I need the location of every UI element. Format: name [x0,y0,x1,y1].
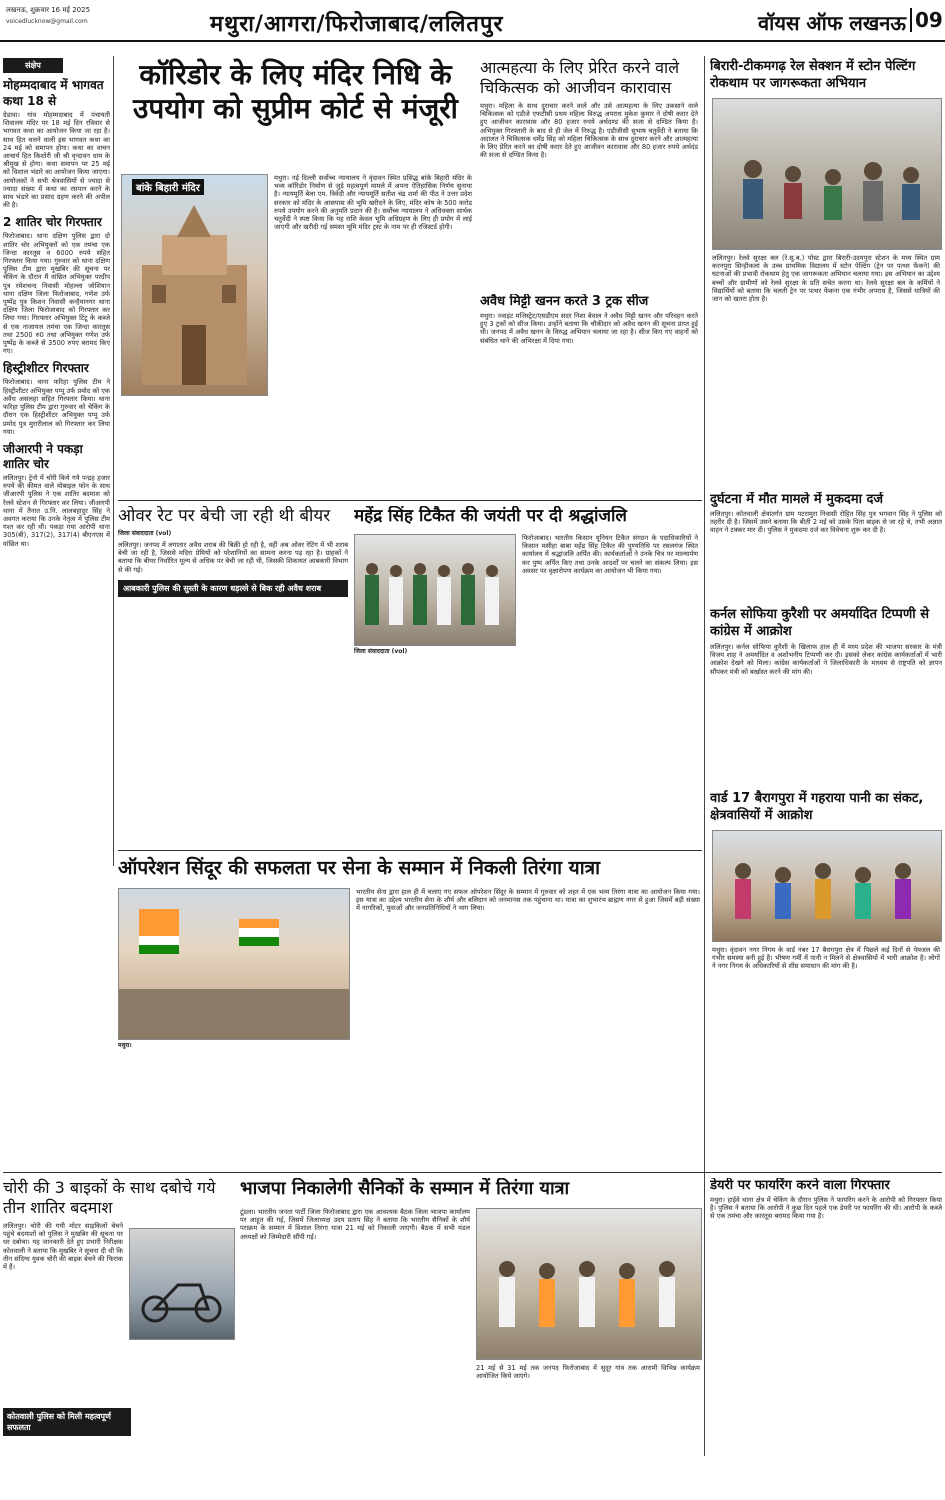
beer-byline: जिला संवाददाता (vol) [118,530,172,537]
sofia-story [710,606,942,784]
sand-headline: अवैध मिट्टी खनन करते 3 ट्रक सीज [480,294,649,309]
temple-icon [122,175,267,395]
theft-body: ललितपुर। चोरी की गयी मोटर साइकिलों बेचने पहुंचे बदमाशों को पुलिस ने मुखबिर की सूचना पर धर दबोचा। यह जानकारी देते हुए प्रभारी निरीक्षक कोतवाली ने बताया कि मुखबिर ने सूचना दी थी कि तीन संदिग्ध युवक चोरी की बाइक बेचने की फिराक में हैं। [3,1222,123,1272]
suicide-story [480,58,698,288]
lead-body: मथुरा। नई दिल्ली सर्वोच्च न्यायालय ने वृंदावन स्थित प्रसिद्ध बांके बिहारी मंदिर के भव्य कॉरिडोर निर्माण से जुड़े महत्वपूर्ण मामले में अपना ऐतिहासिक निर्णय सुनाया है। न्यायमूर्ति बेला एम. त्रिवेदी और न्यायमूर्ति सतीश चंद्र शर्मा की पीठ ने उत्तर प्रदेश सरकार को मंदिर के आसपास की भूमि खरीदने के लिए, मंदिर कोष के 500 करोड़ रुपये उपयोग करने की अनुमति प्रदान की है। सर्वोच्च न्यायालय ने अधिवक्ता सार्थक चतुर्वेदी ने स्पष्ट किया कि यह राशि केवल भूमि अधिग्रहण के लिए ही प्रयोग में लाई जाएगी और खरीदी गई समस्त भूमि मंदिर ट्रस्ट के नाम पर ही रजिस्टर्ड होगी। [274,174,472,232]
bjp-photo [476,1208,702,1360]
mid-rule-2 [118,850,702,851]
mid-rule-3 [3,1172,942,1173]
bike-icon [130,1229,234,1339]
beer-pull-quote: आबकारी पुलिस की सुस्ती के कारण धड़ल्ले से बिक रही अवैध शराब [118,580,348,597]
theft-story [3,1178,235,1494]
mid-rule-1 [118,500,702,501]
theft-headline: चोरी की 3 बाइकों के साथ दबोचे गये तीन शातिर बदमाश [3,1178,216,1217]
dispute-body: ललितपुर। कोतवाली क्षेत्रांतर्गत ग्राम पटरामुरा निवासी रोहित सिंह पुत्र भगवान सिंह ने पुलिस को तहरीर दी है। जिसमें उसने बताया कि बीती 2 मई को उसके पिता बाइक से जा रहे थे, तभी अज्ञात वाहन ने टक्कर मार दी। पुलिस ने मुकदमा दर्ज कर विवेचना शुरू कर दी है। [710,510,942,535]
bjp-photo-caption: 21 मई से 31 मई तक जनपद फिरोजाबाद में सुदूर गांव तक आरामी विभिन्न कार्यक्रम आयोजित किये जाएंगे। [476,1364,700,1381]
theft-sub-headline: कोतवाली पुलिस को मिली महत्वपूर्ण सफलता [3,1408,131,1436]
firing-story [710,1178,942,1494]
dispute-headline: दुर्घटना में मौत मामले में मुकदमा दर्ज [710,492,884,507]
center-divider [704,56,705,1456]
meeting-icon [477,1209,701,1359]
rail-headline: बिरारी-टीकमगढ़ रेल सेक्शन में स्टोन पेल्टिंग रोकथाम पर जागरूकता अभियान [710,59,916,91]
tikait-body: फिरोजाबाद। भारतीय किसान यूनियन टिकैत संगठन के पदाधिकारियों ने किसान मसीहा बाबा महेंद्र सिंह टिकैत की पुण्यतिथि पर रसलगंज स्थित कार्यालय में श्रद्धांजलि अर्पित की। कार्यकर्ताओं ने उनके चित्र पर माल्यार्पण कर पुष्प अर्पित किए तथा उनके आदर्शों पर चलने का संकल्प लिया। इस अवसर पर वृक्षारोपण कार्यक्रम का आयोजन भी किया गया। [522,534,698,575]
lead-headline: कॉरिडोर के लिए मंदिर निधि के उपयोग को सुप्रीम कोर्ट से मंजूरी [133,58,458,125]
suicide-headline: आत्महत्या के लिए प्रेरित करने वाले चिकित्सक को आजीवन कारावास [480,58,680,97]
masthead [0,0,945,52]
beer-body: ललितपुर। जनपद में लगातार अवैध शराब की बिक्री हो रही है, वहीं अब ओवर रेटिंग में भी शराब बेची जा रही है, जिससे मदिरा प्रेमियों को परेशानियों का सामना करना पड़ रहा है। ग्राहकों ने बताया कि बीयर निर्धारित मूल्य से अधिक पर बेची जा रही थी, जिसकी शिकायत आबकारी विभाग से की गई। [118,541,348,574]
sindoor-byline: मथुरा। [118,1042,132,1049]
sindoor-story [118,856,702,1156]
firing-headline: डेयरी पर फायरिंग करने वाला गिरफ्तार [710,1178,890,1193]
temple-photo-label: बांके बिहारी मंदिर [132,179,204,195]
sindoor-body: भारतीय सेना द्वारा हाल ही में चलाए गए सफल ऑपरेशन सिंदूर के सम्मान में गुरुवार को शहर में एक भव्य तिरंगा यात्रा का आयोजन किया गया। इस यात्रा का उद्देश्य भारतीय सेना के शौर्य और बलिदान को जनमानस तक पहुंचाना था। यात्रा का शुभारंभ ब्राह्मण नगर से हुआ जिसमें बड़ी संख्या में नागरिकों, युवाओं और जनप्रतिनिधियों ने भाग लिया। [356,888,700,913]
briefs-column [3,58,110,868]
brief-headline: हिस्ट्रीशीटर गिरफ्तार [3,361,89,376]
sofia-body: ललितपुर। कर्नल सोफिया कुरैशी के खिलाफ हाल ही में मध्य प्रदेश की भाजपा सरकार के मंत्री विजय शाह ने अमर्यादित व अशोभनीय टिप्पणी कर दी। इसको लेकर कांग्रेस कार्यकर्ताओं में भारी आक्रोश देखने को मिला। कांग्रेस कार्यकर्ताओं ने जिलाधिकारी के माध्यम से राष्ट्रपति को ज्ञापन सौंपकर मंत्री को बर्खास्त करने की मांग की। [710,643,942,676]
sand-story [480,294,698,492]
suicide-body: मथुरा। महिला के साथ दुराचार करने वाले और उसे आत्महत्या के लिए उकसाने वाले चिकित्सक को एडीजे एफटीसी प्रथम महिला विरुद्ध अपराध मुकेश कुमार ने दोषी करार देते हुए आजीवन कारावास और 80 हजार रुपये अर्थदण्ड की सजा से दण्डित किया है। अभियुक्त गिरफ्तारी के बाद से ही जेल में निरुद्ध है। एडीजीसी सुभाष चतुर्वेदी ने बताया कि अदालत ने चिकित्सक धर्मेंद्र सिंह को महिला चिकित्सक के साथ दुराचार करने और आत्महत्या के लिए प्रेरित करने का दोषी करार देते हुए आजीवन कारावास और 80 हजार रुपये अर्थदंड की सजा से दण्डित किया है। [480,102,698,160]
rail-body: ललितपुर। रेलवे सुरक्षा बल (रे.सु.ब.) पोस्ट द्वारा बिरारी-उदयपुरा स्टेशन के मध्य स्थित ग्राम करनपुरा सिन्हीकलां के उच्च प्राथमिक विद्यालय में स्टोन पेल्टिंग (ट्रेन पर पत्थर फेंकने) की घटनाओं की प्रभावी रोकथाम हेतु एक जागरूकता अभियान चलाया गया। इस अभियान का उद्देश्य बच्चों और ग्रामीणों को रेलवे सुरक्षा के प्रति सचेत करना था। रेलवे सुरक्षा बल के कर्मियों ने विद्यार्थियों को बताया कि चलती ट्रेन पर पत्थर फेंकना एक गंभीर अपराध है, जिससे यात्रियों की जान को खतरा होता है। [712,254,940,304]
brief-body: फिरोजाबाद। थाना दक्षिण पुलिस द्वारा दो शातिर चोर अभियुक्तों को एक तमंचा एक जिन्दा कारतूस व 6000 रुपये सहित गिरफ्तार किया गया। गुरुवार को थाना दक्षिण पुलिस टीम द्वारा मुखबिर की सूचना पर चेकिंग के दौरान मैं वांछित अभियुक्त परदीप पुत्र रमेशचन्द निवासी मोहल्ला जोशियान थाना दक्षिण जिला फिरोजाबाद, गणेश उर्फ पुष्पेंद्र पुत्र किशन निवासी कन्हैयानगर थाना दक्षिण जिला फिरोजाबाद को गिरफ्तार कर लिया गया। गिरफ्तार अभियुक्त टिंटू के कब्जे से एक नाजायज तमंचा एक जिन्दा कारतूस तथा 2500 रु0 तथा अभियुक्त गणेश उर्फ पुष्पेंद्र के कब्जे से 3500 रुपए बरामद किए गए। [3,232,110,356]
beer-headline: ओवर रेट पर बेची जा रही थी बीयर [118,506,331,526]
tikait-photo [354,534,516,646]
brief-headline: जीआरपी ने पकड़ा शातिर चोर [3,441,83,471]
sindoor-photo [118,888,350,1040]
briefs-label: संक्षेप [3,58,63,73]
page-number: 09 [910,8,945,32]
theft-photo [129,1228,235,1340]
brief-headline: मोहम्मदाबाद में भागवत कथा 18 से [3,78,104,108]
briefs-divider [113,56,114,866]
masthead-section: मथुरा/आगरा/फिरोजाबाद/ललितपुर [210,12,504,37]
tikait-headline: महेंद्र सिंह टिकैत की जयंती पर दी श्रद्धांजलि [354,506,627,526]
bjp-body: टूंडला। भारतीय जनता पार्टी जिला फिरोजाबाद द्वारा एक आवश्यक बैठक जिला भाजपा कार्यालय पर आहूत की गई, जिसमें जिलाध्यक्ष उदय प्रताप सिंह ने बताया कि भारतीय सैनिकों के शौर्य पराक्रम के सम्मान में विशाल तिरंगा यात्रा 21 मई को निकाली जाएगी। बैठक में सभी मंडल अध्यक्षों को जिम्मेदारी सौंपी गई। [240,1208,470,1241]
brief-body: ललितपुर। ट्रेनो में चोरी किये गये पन्द्रह हजार रुपये की कीमत वाले मोबाइल फोन के साथ जीआरपी पुलिस ने एक शातिर बदमाश को रेलवे स्टेशन से गिरफ्तार कर लिया। जीआरपी थाना में तैनात उ.नि. लालबहादुर सिंह ने अवगत कराया कि उनके नेतृत्व में पुलिस टीम गश्त कर रही थी। पकड़ा गया आरोपी थाना 305(बी), 317(2), 317(4) बीएनएस में वांछित था। [3,473,110,548]
group-photo-icon [355,535,515,645]
ward-photo [712,830,942,942]
brief-body: फिरोजाबाद। थाना फरिहा पुलिस टीम ने हिस्ट्रीशीटर अभियुक्त पप्पू उर्फ प्रमोद को एक अवैध असलहा सहित गिरफ्तार किया। थाना फरिहा पुलिस टीम द्वारा गुरुवार को चेकिंग के दौरान एक हिस्ट्रीशीटर अभियुक्त पप्पू उर्फ प्रमोद पुत्र मुरारीलाल को गिरफ्तार कर लिया गया। [3,378,110,436]
masthead-email: voicedlucknow@gmail.com [6,18,88,25]
brief-headline: 2 शातिर चोर गिरफ्तार [3,215,102,230]
rail-photo [712,98,942,250]
masthead-brand: वॉयस ऑफ लखनऊ [758,11,906,35]
sindoor-headline: ऑपरेशन सिंदूर की सफलता पर सेना के सम्मान में निकली तिरंगा यात्रा [118,857,601,879]
sofia-headline: कर्नल सोफिया कुरैशी पर अमर्यादित टिप्पणी से कांग्रेस में आक्रोश [710,607,929,639]
rail-story [710,58,942,488]
ward-story [710,790,942,1170]
masthead-date: लखनऊ, शुक्रवार 16 मई 2025 [6,6,91,14]
people-icon [713,99,941,249]
ward-body: मथुरा। वृंदावन नगर निगम के वार्ड नंबर 17 बैरागपुरा क्षेत्र में पिछले कई दिनों से पेयजल की गंभीर समस्या बनी हुई है। भीषण गर्मी में पानी न मिलने से क्षेत्रवासियों में भारी आक्रोश है। लोगों ने नगर निगम के अधिकारियों से शीघ्र समाधान की मांग की है। [712,946,940,971]
lead-story [118,58,473,498]
bjp-story [240,1178,702,1494]
brief-body: ग्रेडावा। गांव मोहम्मदाबाद में पंचायती शिवालय मंदिर पर 18 मई दिन रविवार से भागवत कथा का आयोजन किया जा रहा है। साथ हित चलने वाली इस भागवत कथा का 24 मई को समापन होगा। कथा का वाचन आचार्य हित किशोरी जी श्री वृन्दावन धाम के श्रीमुख से होगा। कथा समापन पर 25 मई को विशाल भंडारे का आयोजन किया जाएगा। आयोजकों ने सभी श्रेत्रवासियों से ज्यादा से ज्यादा संख्या में कथा का रसपान करने के साथ भंडारे का प्रसाद ग्रहण करने की अपील की है। [3,111,110,210]
beer-story [118,506,348,846]
tikait-story [354,506,700,846]
dispute-story [710,492,942,602]
flag-icon [119,889,349,1039]
crowd-icon [713,831,941,941]
masthead-rule [0,40,945,42]
bjp-headline: भाजपा निकालेगी सैनिकों के सम्मान में तिरंगा यात्रा [240,1178,570,1199]
firing-body: मथुरा। हाईवे थाना क्षेत्र में चेकिंग के दौरान पुलिस ने फायरिंग करने के आरोपी को गिरफ्तार किया है। पुलिस ने बताया कि आरोपी ने कुछ दिन पहले एक डेयरी पर फायरिंग की थी। आरोपी के कब्जे से एक तमंचा और कारतूस बरामद किया गया है। [710,1196,942,1221]
temple-photo [121,174,268,396]
sand-body: मथुरा। ज्वाइंट मजिस्ट्रेट/एसडीएम सदर निशा बेवाल ने अवैध मिट्टी खनन और परिवहन करते हुए 3 ट्रकों को सीज किया। उन्होंने बताया कि चौकीदार को अवैध खनन की सूचना प्राप्त हुई थी। जनपद में अवैध खनन के विरुद्ध अभियान चलाया जा रहा है। सीज किए गए वाहनों को संबंधित थाने की अभिरक्षा में दिया गया। [480,312,698,345]
ward-headline: वार्ड 17 बैरागपुरा में गहराया पानी का संकट, क्षेत्रवासियों में आक्रोश [710,791,924,823]
tikait-byline: जिला संवाददाता (vol) [354,648,408,655]
